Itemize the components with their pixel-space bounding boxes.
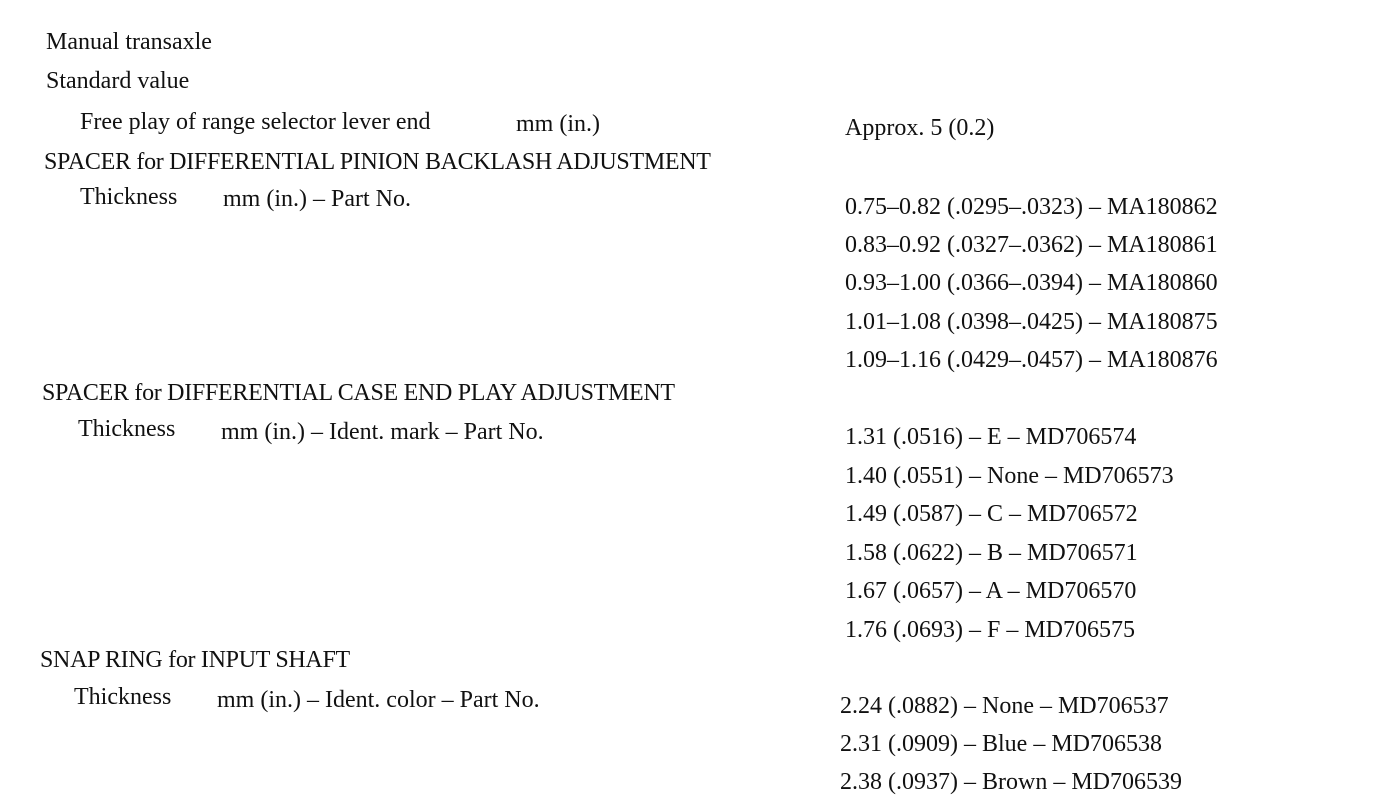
value-row: 1.01–1.08 (.0398–.0425) – MA180875 <box>845 309 1218 335</box>
group-title-pinion-backlash: SPACER for DIFFERENTIAL PINION BACKLASH ADJUSTMENT <box>44 149 711 175</box>
group-title-snap-ring: SNAP RING for INPUT SHAFT <box>40 647 350 673</box>
value-row: 1.09–1.16 (.0429–.0457) – MA180876 <box>845 347 1218 373</box>
value-row: 0.75–0.82 (.0295–.0323) – MA180862 <box>845 194 1218 220</box>
param-label: Thickness <box>74 684 172 710</box>
value-row: 2.31 (.0909) – Blue – MD706538 <box>840 731 1162 757</box>
subsection-title: Standard value <box>46 68 190 94</box>
value-row: 1.67 (.0657) – A – MD706570 <box>845 578 1137 604</box>
param-unit: mm (in.) – Part No. <box>223 186 411 212</box>
param-unit: mm (in.) – Ident. mark – Part No. <box>221 419 544 445</box>
value-row: 1.58 (.0622) – B – MD706571 <box>845 540 1138 566</box>
param-label: Thickness <box>80 184 178 210</box>
free-play-unit: mm (in.) <box>516 111 600 137</box>
value-row: 0.93–1.00 (.0366–.0394) – MA180860 <box>845 270 1218 296</box>
value-row: 2.24 (.0882) – None – MD706537 <box>840 693 1169 719</box>
value-row: 2.38 (.0937) – Brown – MD706539 <box>840 769 1182 795</box>
value-row: 1.49 (.0587) – C – MD706572 <box>845 501 1138 527</box>
param-label: Thickness <box>78 416 176 442</box>
value-row: 1.40 (.0551) – None – MD706573 <box>845 463 1174 489</box>
free-play-label: Free play of range selector lever end <box>80 109 431 135</box>
value-row: 1.76 (.0693) – F – MD706575 <box>845 617 1136 643</box>
value-row: 0.83–0.92 (.0327–.0362) – MA180861 <box>845 232 1218 258</box>
section-title: Manual transaxle <box>46 29 212 55</box>
value-row: 1.31 (.0516) – E – MD706574 <box>845 424 1137 450</box>
group-title-case-end-play: SPACER for DIFFERENTIAL CASE END PLAY ADJUSTMENT <box>42 380 675 406</box>
free-play-value: Approx. 5 (0.2) <box>845 115 995 141</box>
param-unit: mm (in.) – Ident. color – Part No. <box>217 687 540 713</box>
